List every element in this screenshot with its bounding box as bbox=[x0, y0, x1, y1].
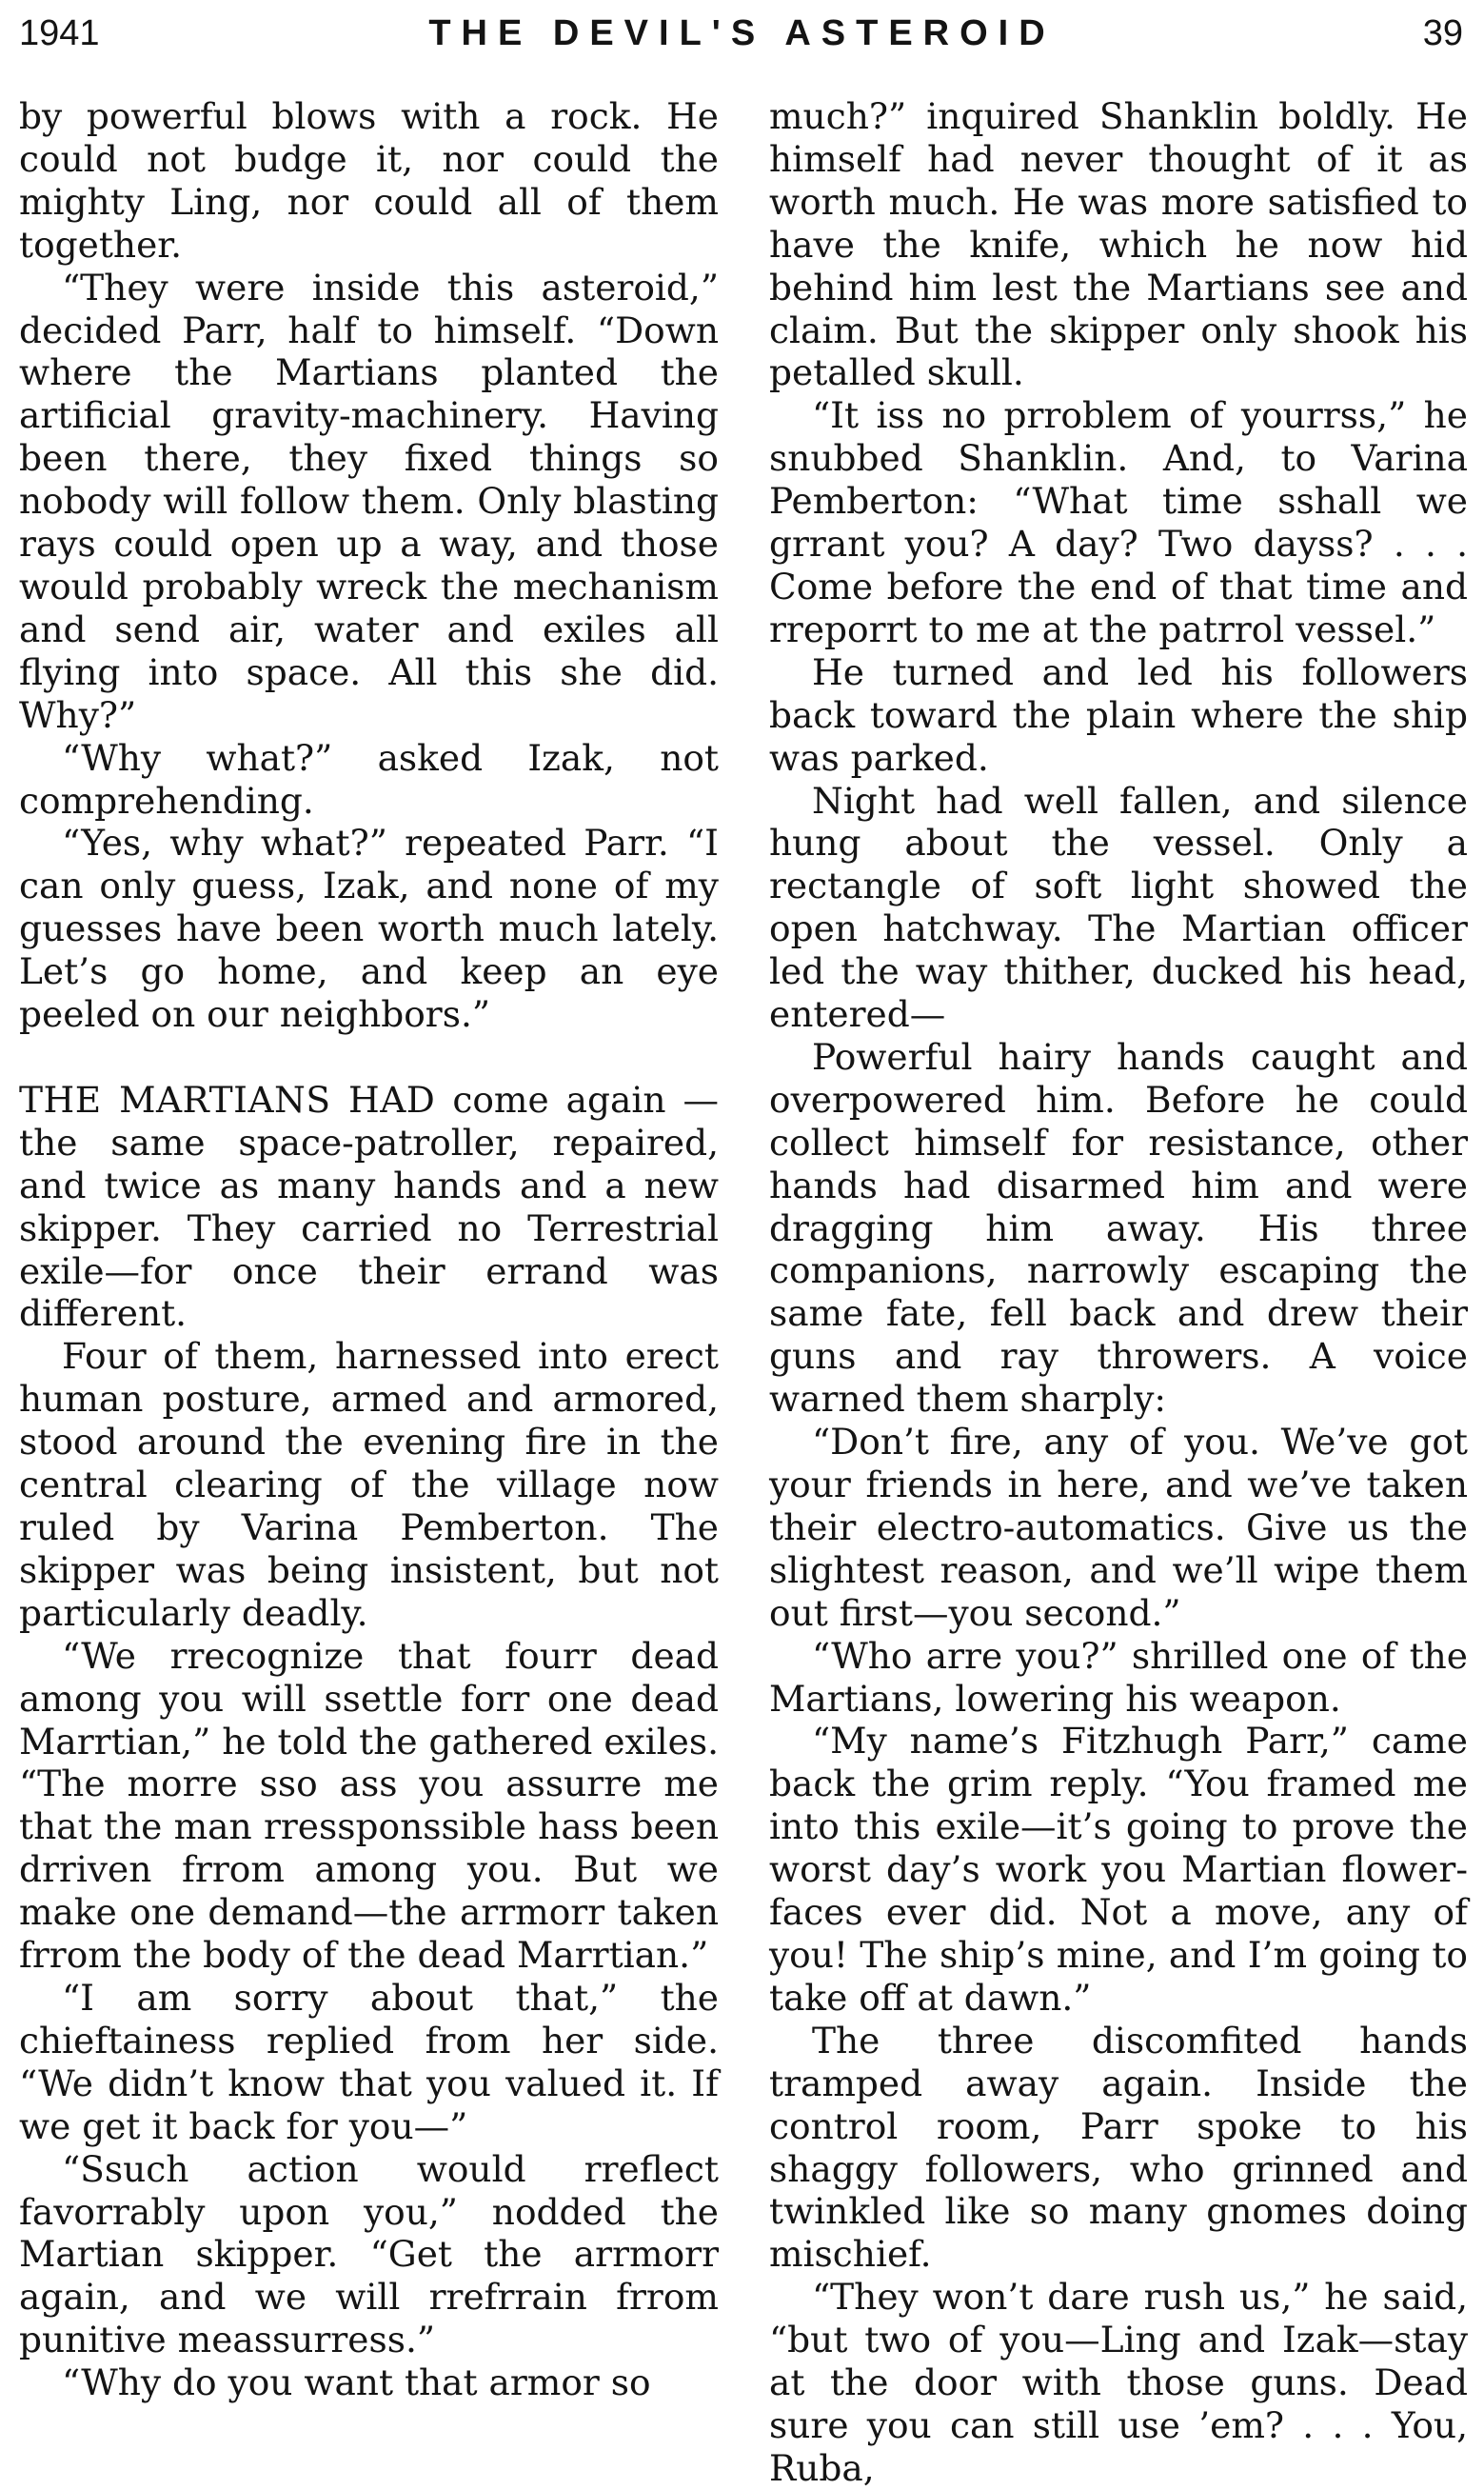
left-column bbox=[19, 95, 719, 2404]
paragraph: by powerful blows with a rock. He could not budge it, nor could the mighty Ling, nor could all of them together. bbox=[19, 95, 719, 266]
section-lead-in: THE MARTIANS HAD bbox=[19, 1078, 436, 1121]
paragraph: “My name’s Fitzhugh Parr,” came back the grim reply. “You framed me into this exile—it’s going to prove the worst day’s work you Martian flower-faces ever did. Not a move, any of you! The ship’s mine, and I’m going to take off at dawn.” bbox=[769, 1720, 1468, 2019]
paragraph: “They won’t dare rush us,” he said, “but two of you—Ling and Izak—stay at the door with those guns. Dead sure you can still use ’em? . . . You, Ruba, bbox=[769, 2276, 1468, 2489]
section-opening-text: come again —the same space-patroller, repaired, and twice as many hands and a new skipper. They carried no Terrestrial exile—for once their errand was different. bbox=[19, 1078, 719, 1335]
header-title: THE DEVIL'S ASTEROID bbox=[428, 13, 1056, 53]
paragraph: “Why do you want that armor so bbox=[62, 2361, 651, 2404]
page-number: 39 bbox=[1422, 13, 1463, 53]
paragraph: Night had well fallen, and silence hung about the vessel. Only a rectangle of soft light showed the open hatchway. The Martian officer led the way thither, ducked his head, entered— bbox=[769, 779, 1468, 1036]
paragraph: “They were inside this asteroid,” decided Parr, half to himself. “Down where the Martians planted the artificial gravity-machinery. Having been there, they fixed things so nobody will follow them. Only blasting rays could open up a way, and those would probably wreck the mechanism and send air, water and exiles all flying into space. All this she did. Why?” bbox=[19, 266, 719, 736]
paragraph: “Why what?” asked Izak, not comprehending. bbox=[19, 736, 719, 822]
paragraph: “Ssuch action would rreflect favorrably upon you,” nodded the Martian skipper. “Get the arrmorr again, and we will rrefrrain frrom punitive meassurress.” bbox=[19, 2147, 719, 2361]
paragraph: “Who arre you?” shrilled one of the Martians, lowering his weapon. bbox=[769, 1634, 1468, 1720]
paragraph: “I am sorry about that,” the chieftainess replied from her side. “We didn’t know that you valued it. If we get it back for you—” bbox=[19, 1976, 719, 2147]
section-opening-paragraph bbox=[19, 1079, 719, 1335]
paragraph: “Don’t fire, any of you. We’ve got your friends in here, and we’ve taken their electro-automatics. Give us the slightest reason, and we’ll wipe them out first—you second.” bbox=[769, 1421, 1468, 1634]
header-year: 1941 bbox=[19, 13, 100, 53]
right-column bbox=[769, 95, 1468, 2490]
paragraph: He turned and led his followers back toward the plain where the ship was parked. bbox=[769, 650, 1468, 779]
paragraph: “It iss no prroblem of yourrss,” he snubbed Shanklin. And, to Varina Pemberton: “What time sshall we grrant you? A day? Two dayss? . . . Come before the end of that time and rreporrt to me at the patrrol vessel.” bbox=[769, 394, 1468, 650]
paragraph: The three discomfited hands tramped away again. Inside the control room, Parr spoke to his shaggy followers, who grinned and twinkled like so many gnomes doing mischief. bbox=[769, 2019, 1468, 2276]
paragraph: “Yes, why what?” repeated Parr. “I can only guess, Izak, and none of my guesses have been worth much lately. Let’s go home, and keep an eye peeled on our neighbors.” bbox=[19, 822, 719, 1036]
running-header bbox=[0, 8, 1484, 65]
paragraph: “We rrecognize that fourr dead among you will ssettle forr one dead Marrtian,” he told the gathered exiles. “The morre sso ass you assurre me that the man rressponssible hass been drriven frrom among you. But we make one demand—the arrmorr taken frrom the body of the dead Marrtian.” bbox=[19, 1634, 719, 1977]
paragraph: much?” inquired Shanklin boldly. He himself had never thought of it as worth much. He was more satisfied to have the knife, which he now hid behind him lest the Martians see and claim. But the skipper only shook his petalled skull. bbox=[769, 95, 1468, 394]
paragraph: Powerful hairy hands caught and overpowered him. Before he could collect himself for resistance, other hands had disarmed him and were dragging him away. His three companions, narrowly escaping the same fate, fell back and drew their guns and ray throwers. A voice warned them sharply: bbox=[769, 1035, 1468, 1421]
paragraph: Four of them, harnessed into erect human posture, armed and armored, stood around the evening fire in the central clearing of the village now ruled by Varina Pemberton. The skipper was being insistent, but not particularly deadly. bbox=[19, 1335, 719, 1634]
